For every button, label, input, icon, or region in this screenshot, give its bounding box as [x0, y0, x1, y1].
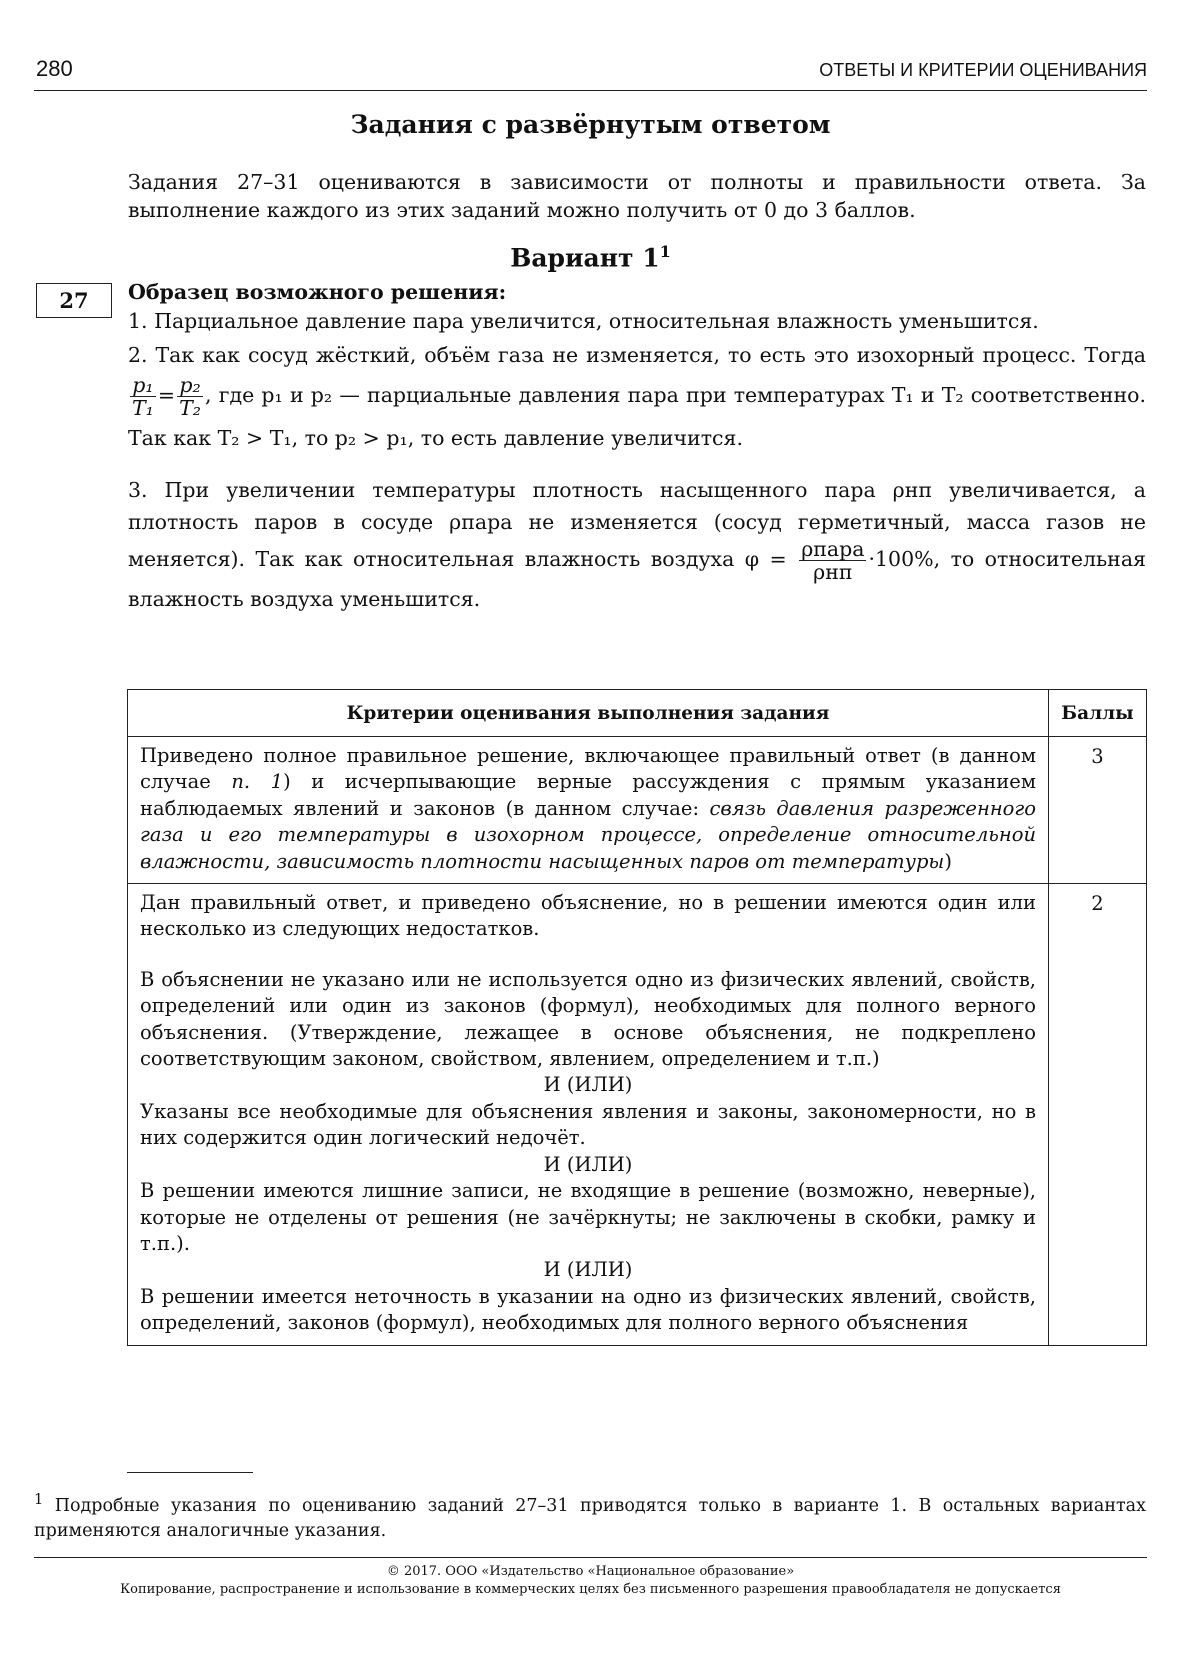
criterion-full-solution: Приведено полное правильное решение, включающее правильный ответ (в данном случае п. 1) и исчерпывающие верные рассуждения с прямым указанием наблюдаемых явлений и законов (в данном случае: связь давления разреженного газа и его температуры в изохорном процессе, определение относительной влажности, зависимость плотности насыщенных паров от температуры) [128, 737, 1049, 884]
copy-notice: Копирование, распространение и использование в коммерческих целях без письменного разрешения правообладателя не допускается [120, 1582, 1061, 1597]
running-title: ОТВЕТЫ И КРИТЕРИИ ОЦЕНИВАНИЯ [819, 60, 1147, 80]
deficiency-3: В решении имеются лишние записи, не входящие в решение (возможно, неверные), которые не отделены от решения (не зачёркнуты; не заключены в скобки, рамку и т.п.). [140, 1179, 1036, 1255]
footnote: $^1$ Подробные указания по оцениванию заданий 27–31 приводятся только в варианте 1. В остальных вариантах применяются аналогичные указания. [34, 1491, 1146, 1541]
or-separator: И (ИЛИ) [543, 1152, 633, 1176]
humidity-fraction: $\frac{\text{ρпара}}{\text{ρнп}}$ [801, 537, 865, 584]
task-number-box: 27 [36, 283, 112, 318]
sample-heading: Образец возможного решения: [128, 280, 507, 304]
page-number: 280 [36, 56, 73, 81]
score-3: 3 [1049, 737, 1147, 884]
copyright: © 2017. ООО «Издательство «Национальное образование» [386, 1564, 795, 1579]
or-separator: И (ИЛИ) [543, 1258, 633, 1282]
solution-point-1: 1. Парциальное давление пара увеличится, относительная влажность уменьшится. [128, 309, 1039, 333]
score-2: 2 [1049, 884, 1147, 1346]
table-row [128, 884, 1147, 1346]
footer-divider [34, 1557, 1147, 1558]
solution-point-3: 3. При увеличении температуры плотность насыщенного пара ρнп увеличивается, а плотность паров в сосуде ρпара не изменяется (сосуд герметичный, масса газов не меняется). Так как относительная влажность воздуха φ = $\frac{\text{ρпара}}{\text{ρнп}}$ ·100%, то относительная влажность воздуха уменьшится. [128, 478, 1146, 611]
criterion-partial-solution [128, 884, 1049, 1346]
table-row [128, 737, 1147, 884]
pressure-ratio-left: $\frac{\text{p₁}}{\text{T₁}}$ [132, 373, 154, 420]
deficiency-4: В решении имеется неточность в указании на одно из физических явлений, свойств, определений, законов (формул), необходимых для полного верного объяснения [140, 1284, 1036, 1335]
criteria-header: Критерии оценивания выполнения задания [128, 690, 1049, 737]
score-header: Баллы [1049, 690, 1147, 737]
variant-title: Вариант $1^1$ [510, 242, 671, 273]
solution-point-2: 2. Так как сосуд жёсткий, объём газа не изменяется, то есть это изохорный процесс. Тогда $\frac{\text{p₁}}{\text{T₁}}$ = $\frac{\text{p₂}}{\text{T₂}}$ , где p₁ и p₂ — парциальные давления пара при температурах T₁ и T₂ соответственно. Так как T₂ > T₁, то p₂ > p₁, то есть давление увеличится. [128, 343, 1146, 450]
table-header-row [128, 690, 1147, 737]
criteria-table [127, 689, 1147, 1346]
intro-paragraph: Задания 27–31 оцениваются в зависимости от полноты и правильности ответа. За выполнение каждого из этих заданий можно получить от 0 до 3 баллов. [128, 170, 1146, 222]
or-separator: И (ИЛИ) [543, 1073, 633, 1097]
deficiency-2: Указаны все необходимые для объяснения явления и законы, закономерности, но в них содержится один логический недочёт. [140, 1099, 1036, 1150]
criterion-lead: Дан правильный ответ, и приведено объяснение, но в решении имеются один или несколько из следующих недостатков. [140, 891, 1036, 941]
deficiency-1: В объяснении не указано или не используется одно из физических явлений, свойств, определений или один из законов (формул), необходимых для полного верного объяснения. (Утверждение, лежащее в основе объяснения, не подкреплено соответствующим законом, свойством, явлением, определением и т.п.) [140, 967, 1036, 1071]
pressure-ratio-right: $\frac{\text{p₂}}{\text{T₂}}$ [179, 373, 201, 420]
header-divider [34, 90, 1147, 91]
footnote-divider [127, 1472, 253, 1473]
section-title: Задания с развёрнутым ответом [350, 110, 831, 139]
